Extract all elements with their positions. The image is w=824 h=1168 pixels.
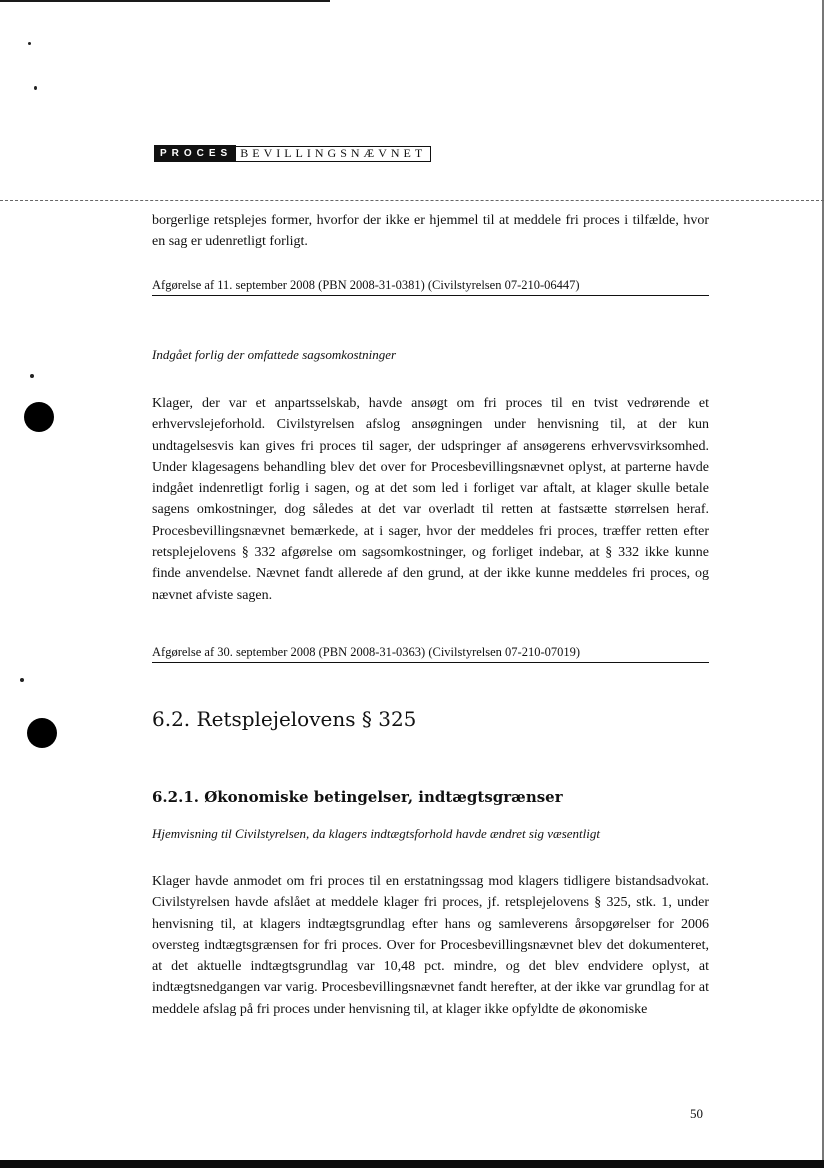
section-heading: 6.2. Retsplejelovens § 325 bbox=[152, 707, 417, 731]
scan-speck bbox=[20, 678, 24, 682]
header-bevillingsnaevnet: BEVILLINGSNÆVNET bbox=[236, 146, 431, 162]
punch-hole-top bbox=[24, 402, 54, 432]
scan-speck bbox=[30, 374, 34, 378]
case-subheading-2: Hjemvisning til Civilstyrelsen, da klagers indtægtsforhold havde ændret sig væsentligt bbox=[152, 826, 600, 841]
scan-edge-bottom bbox=[0, 1160, 824, 1168]
paragraph-case-2: Klager havde anmodet om fri proces til en erstatningssag mod klagers tidligere bistandsadvokat. Civilstyrelsen havde afslået at meddele klager fri proces, jf. retsplejelovens § 325, stk. 1, under henvisning til, at klagers indtægtsgrundlag efter hans og samleverens årsopgørelser for 2006 oversteg indtægtsgrænsen for fri proces. Over for Procesbevillingsnævnet blev det dokumenteret, at det aktuelle indtægtsgrundlag var 10,48 pct. mindre, og det blev endvidere oplyst, at indtægtsnedgangen var varig. Procesbevillingsnævnet fandt herefter, at der ikke var grundlag for at meddele afslag på fri proces under henvisning til, at klager ikke opfyldte de økonomiske bbox=[152, 874, 709, 1017]
scan-speck bbox=[28, 42, 31, 45]
ruling-reference-2: Afgørelse af 30. september 2008 (PBN 2008-31-0363) (Civilstyrelsen 07-210-07019) bbox=[152, 645, 709, 663]
paragraph-case-1: Klager, der var et anpartsselskab, havde ansøgt om fri proces til en tvist vedrørende et erhvervslejeforhold. Civilstyrelsen afslog ansøgningen under henvisning til, at der kun undtagelsesvis kan gives fri proces til sager, der udspringer af ansøgerens erhvervsvirksomhed. Under klagesagens behandling blev det over for Procesbevillingsnævnet oplyst, at parterne havde indgået indenretligt forlig i sagen, og at det som led i forliget var aftalt, at klager skulle betale sagens omkostninger, dog således at det var overladt til retten at fastsætte størrelsen heraf. Procesbevillingsnævnet bemærkede, at i sager, hvor der meddeles fri proces, træffer retten efter retsplejelovens § 332 afgørelse om sagsomkostninger, og forliget indebar, at § 332 ikke kunne finde anvendelse. Nævnet fandt allerede af den grund, at der ikke kunne meddeles fri proces, og nævnet afviste sagen. bbox=[152, 396, 709, 603]
scan-edge-top bbox=[0, 0, 330, 2]
header-rule bbox=[0, 200, 824, 201]
header-proces: PROCES bbox=[154, 145, 236, 162]
page-header bbox=[154, 145, 431, 162]
case-subheading-1: Indgået forlig der omfattede sagsomkostninger bbox=[152, 347, 397, 362]
scan-speck bbox=[34, 86, 37, 90]
ruling-reference-1: Afgørelse af 11. september 2008 (PBN 2008-31-0381) (Civilstyrelsen 07-210-06447) bbox=[152, 278, 709, 296]
page-number: 50 bbox=[690, 1106, 703, 1121]
subsection-heading: 6.2.1. Økonomiske betingelser, indtægtsgrænser bbox=[152, 788, 563, 806]
punch-hole-bottom bbox=[27, 718, 57, 748]
paragraph-intro: borgerlige retsplejes former, hvorfor der ikke er hjemmel til at meddele fri proces i tilfælde, hvor en sag er udenretligt forligt. bbox=[152, 213, 709, 250]
